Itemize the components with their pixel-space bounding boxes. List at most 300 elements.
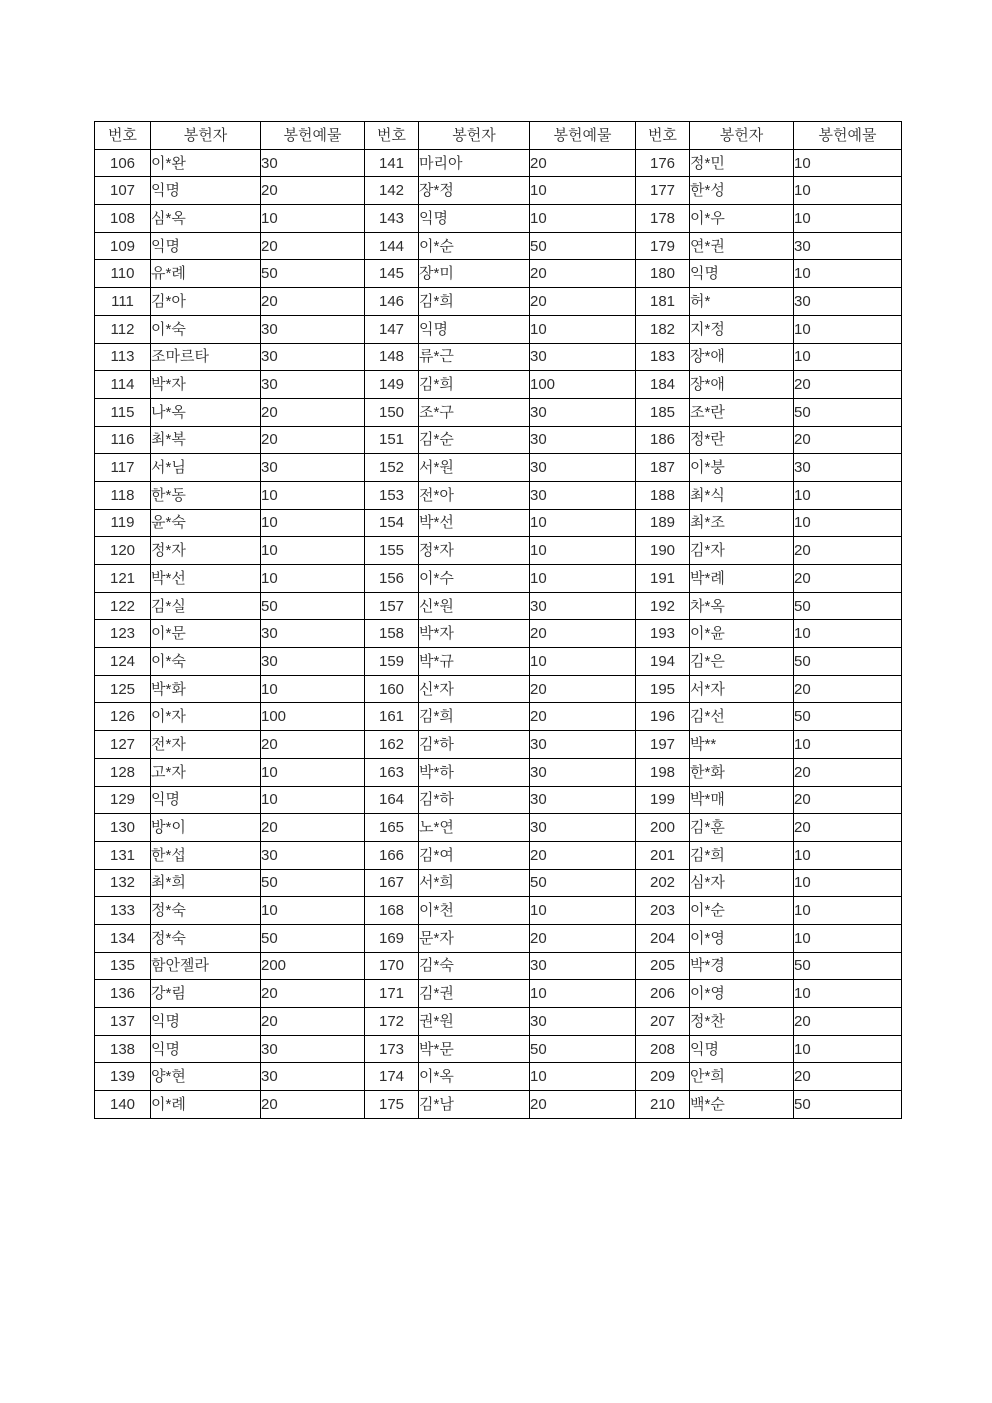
offering-amount-cell: 20 <box>261 731 365 759</box>
donor-name-cell: 익명 <box>151 1035 261 1063</box>
row-number-cell: 181 <box>636 288 690 316</box>
row-number-cell: 124 <box>95 648 151 676</box>
row-number-cell: 158 <box>365 620 419 648</box>
offering-amount-cell: 30 <box>530 398 636 426</box>
row-number-cell: 210 <box>636 1091 690 1119</box>
offering-amount-cell: 30 <box>261 454 365 482</box>
offering-amount-cell: 50 <box>794 648 902 676</box>
donor-name-cell: 강*림 <box>151 980 261 1008</box>
donor-name-cell: 최*조 <box>690 509 794 537</box>
row-number-cell: 136 <box>95 980 151 1008</box>
row-number-cell: 177 <box>636 177 690 205</box>
row-number-cell: 114 <box>95 371 151 399</box>
donor-name-cell: 박*규 <box>419 648 530 676</box>
table-row <box>95 814 902 842</box>
donor-name-cell: 심*옥 <box>151 205 261 233</box>
header-offering: 봉헌예물 <box>794 122 902 150</box>
donor-name-cell: 이*숙 <box>151 315 261 343</box>
offering-amount-cell: 10 <box>794 841 902 869</box>
header-number: 번호 <box>95 122 151 150</box>
donor-name-cell: 고*자 <box>151 758 261 786</box>
table-row <box>95 952 902 980</box>
donor-name-cell: 전*아 <box>419 481 530 509</box>
row-number-cell: 168 <box>365 897 419 925</box>
row-number-cell: 156 <box>365 565 419 593</box>
donor-name-cell: 이*례 <box>151 1091 261 1119</box>
offering-amount-cell: 20 <box>261 814 365 842</box>
offering-amount-cell: 20 <box>794 565 902 593</box>
offering-amount-cell: 10 <box>261 897 365 925</box>
offering-amount-cell: 20 <box>261 177 365 205</box>
row-number-cell: 182 <box>636 315 690 343</box>
donor-name-cell: 이*자 <box>151 703 261 731</box>
offering-amount-cell: 20 <box>530 841 636 869</box>
table-row <box>95 260 902 288</box>
row-number-cell: 134 <box>95 924 151 952</box>
row-number-cell: 159 <box>365 648 419 676</box>
row-number-cell: 144 <box>365 232 419 260</box>
offering-amount-cell: 30 <box>530 481 636 509</box>
row-number-cell: 140 <box>95 1091 151 1119</box>
table-row <box>95 1008 902 1036</box>
offering-amount-cell: 10 <box>261 481 365 509</box>
donor-name-cell: 노*연 <box>419 814 530 842</box>
row-number-cell: 117 <box>95 454 151 482</box>
offering-amount-cell: 20 <box>794 758 902 786</box>
donor-name-cell: 권*원 <box>419 1008 530 1036</box>
table-row <box>95 177 902 205</box>
donor-name-cell: 연*권 <box>690 232 794 260</box>
row-number-cell: 135 <box>95 952 151 980</box>
header-offering: 봉헌예물 <box>530 122 636 150</box>
row-number-cell: 185 <box>636 398 690 426</box>
donor-name-cell: 김*여 <box>419 841 530 869</box>
donor-name-cell: 한*화 <box>690 758 794 786</box>
row-number-cell: 128 <box>95 758 151 786</box>
donor-name-cell: 박** <box>690 731 794 759</box>
table-row <box>95 232 902 260</box>
donor-name-cell: 이*순 <box>419 232 530 260</box>
row-number-cell: 162 <box>365 731 419 759</box>
offering-amount-cell: 20 <box>530 1091 636 1119</box>
row-number-cell: 164 <box>365 786 419 814</box>
donor-name-cell: 이*완 <box>151 149 261 177</box>
row-number-cell: 146 <box>365 288 419 316</box>
offering-amount-cell: 50 <box>794 592 902 620</box>
offering-amount-cell: 10 <box>794 149 902 177</box>
row-number-cell: 149 <box>365 371 419 399</box>
donor-name-cell: 김*하 <box>419 786 530 814</box>
offering-amount-cell: 10 <box>794 509 902 537</box>
donor-name-cell: 정*숙 <box>151 897 261 925</box>
donor-name-cell: 백*순 <box>690 1091 794 1119</box>
donor-name-cell: 조*구 <box>419 398 530 426</box>
offering-amount-cell: 30 <box>261 648 365 676</box>
table-row <box>95 1063 902 1091</box>
offering-amount-cell: 10 <box>794 1035 902 1063</box>
offering-amount-cell: 10 <box>794 869 902 897</box>
row-number-cell: 111 <box>95 288 151 316</box>
row-number-cell: 145 <box>365 260 419 288</box>
offering-amount-cell: 10 <box>530 897 636 925</box>
table-body <box>95 149 902 1118</box>
row-number-cell: 141 <box>365 149 419 177</box>
donor-name-cell: 익명 <box>151 786 261 814</box>
offering-amount-cell: 50 <box>261 924 365 952</box>
row-number-cell: 203 <box>636 897 690 925</box>
donor-name-cell: 신*원 <box>419 592 530 620</box>
offering-amount-cell: 50 <box>794 952 902 980</box>
donor-name-cell: 이*옥 <box>419 1063 530 1091</box>
table-row <box>95 565 902 593</box>
offering-amount-cell: 20 <box>261 1008 365 1036</box>
donor-name-cell: 박*하 <box>419 758 530 786</box>
donor-name-cell: 류*근 <box>419 343 530 371</box>
donor-name-cell: 조*란 <box>690 398 794 426</box>
row-number-cell: 108 <box>95 205 151 233</box>
offering-amount-cell: 50 <box>794 703 902 731</box>
offering-amount-cell: 30 <box>530 1008 636 1036</box>
donor-name-cell: 서*님 <box>151 454 261 482</box>
offering-amount-cell: 20 <box>530 149 636 177</box>
offering-amount-cell: 20 <box>530 675 636 703</box>
table-row <box>95 620 902 648</box>
donor-name-cell: 박*문 <box>419 1035 530 1063</box>
offering-amount-cell: 20 <box>530 703 636 731</box>
row-number-cell: 174 <box>365 1063 419 1091</box>
offering-amount-cell: 30 <box>530 786 636 814</box>
row-number-cell: 131 <box>95 841 151 869</box>
row-number-cell: 150 <box>365 398 419 426</box>
row-number-cell: 201 <box>636 841 690 869</box>
offering-amount-cell: 50 <box>794 1091 902 1119</box>
offering-amount-cell: 10 <box>530 205 636 233</box>
row-number-cell: 178 <box>636 205 690 233</box>
row-number-cell: 187 <box>636 454 690 482</box>
offering-amount-cell: 10 <box>530 315 636 343</box>
row-number-cell: 137 <box>95 1008 151 1036</box>
donor-name-cell: 최*식 <box>690 481 794 509</box>
donor-name-cell: 익명 <box>419 315 530 343</box>
row-number-cell: 143 <box>365 205 419 233</box>
offering-amount-cell: 30 <box>261 343 365 371</box>
offering-amount-cell: 10 <box>530 177 636 205</box>
donor-name-cell: 이*문 <box>151 620 261 648</box>
row-number-cell: 205 <box>636 952 690 980</box>
donor-name-cell: 정*찬 <box>690 1008 794 1036</box>
donor-name-cell: 이*영 <box>690 924 794 952</box>
donor-name-cell: 김*권 <box>419 980 530 1008</box>
header-number: 번호 <box>636 122 690 150</box>
offering-amount-cell: 10 <box>794 924 902 952</box>
row-number-cell: 180 <box>636 260 690 288</box>
row-number-cell: 152 <box>365 454 419 482</box>
donor-name-cell: 김*은 <box>690 648 794 676</box>
row-number-cell: 163 <box>365 758 419 786</box>
donor-name-cell: 서*원 <box>419 454 530 482</box>
offering-amount-cell: 10 <box>794 343 902 371</box>
donor-name-cell: 김*희 <box>419 288 530 316</box>
offering-amount-cell: 30 <box>261 1063 365 1091</box>
row-number-cell: 204 <box>636 924 690 952</box>
offering-amount-cell: 50 <box>261 869 365 897</box>
row-number-cell: 109 <box>95 232 151 260</box>
offering-amount-cell: 20 <box>794 537 902 565</box>
row-number-cell: 118 <box>95 481 151 509</box>
offering-amount-cell: 20 <box>261 288 365 316</box>
offering-amount-cell: 10 <box>530 537 636 565</box>
offering-amount-cell: 20 <box>261 398 365 426</box>
row-number-cell: 126 <box>95 703 151 731</box>
row-number-cell: 106 <box>95 149 151 177</box>
row-number-cell: 139 <box>95 1063 151 1091</box>
donor-name-cell: 최*복 <box>151 426 261 454</box>
offering-amount-cell: 10 <box>261 565 365 593</box>
offering-amount-cell: 30 <box>530 731 636 759</box>
donor-name-cell: 장*애 <box>690 371 794 399</box>
row-number-cell: 127 <box>95 731 151 759</box>
donor-name-cell: 김*남 <box>419 1091 530 1119</box>
table-row <box>95 288 902 316</box>
row-number-cell: 107 <box>95 177 151 205</box>
row-number-cell: 192 <box>636 592 690 620</box>
offering-amount-cell: 20 <box>530 260 636 288</box>
row-number-cell: 186 <box>636 426 690 454</box>
row-number-cell: 113 <box>95 343 151 371</box>
donor-name-cell: 박*자 <box>151 371 261 399</box>
donor-name-cell: 문*자 <box>419 924 530 952</box>
donor-name-cell: 방*이 <box>151 814 261 842</box>
row-number-cell: 120 <box>95 537 151 565</box>
donor-name-cell: 허* <box>690 288 794 316</box>
donor-name-cell: 장*애 <box>690 343 794 371</box>
row-number-cell: 184 <box>636 371 690 399</box>
row-number-cell: 121 <box>95 565 151 593</box>
table-row <box>95 648 902 676</box>
offering-amount-cell: 10 <box>261 205 365 233</box>
row-number-cell: 209 <box>636 1063 690 1091</box>
donor-name-cell: 김*선 <box>690 703 794 731</box>
donor-name-cell: 익명 <box>151 1008 261 1036</box>
table-row <box>95 315 902 343</box>
offering-amount-cell: 20 <box>794 1008 902 1036</box>
donor-name-cell: 장*정 <box>419 177 530 205</box>
header-number: 번호 <box>365 122 419 150</box>
table-row <box>95 758 902 786</box>
donor-name-cell: 김*훈 <box>690 814 794 842</box>
donor-name-cell: 장*미 <box>419 260 530 288</box>
row-number-cell: 167 <box>365 869 419 897</box>
donor-name-cell: 마리아 <box>419 149 530 177</box>
row-number-cell: 198 <box>636 758 690 786</box>
offering-amount-cell: 50 <box>794 398 902 426</box>
donor-name-cell: 박*선 <box>151 565 261 593</box>
offering-amount-cell: 30 <box>794 288 902 316</box>
donor-name-cell: 박*매 <box>690 786 794 814</box>
donor-name-cell: 유*례 <box>151 260 261 288</box>
table-row <box>95 205 902 233</box>
donor-name-cell: 박*경 <box>690 952 794 980</box>
row-number-cell: 172 <box>365 1008 419 1036</box>
row-number-cell: 133 <box>95 897 151 925</box>
offering-amount-cell: 20 <box>794 814 902 842</box>
row-number-cell: 130 <box>95 814 151 842</box>
donor-name-cell: 김*희 <box>419 703 530 731</box>
row-number-cell: 169 <box>365 924 419 952</box>
donor-name-cell: 한*성 <box>690 177 794 205</box>
header-donor: 봉헌자 <box>419 122 530 150</box>
donor-name-cell: 최*희 <box>151 869 261 897</box>
offering-amount-cell: 100 <box>261 703 365 731</box>
donor-name-cell: 이*천 <box>419 897 530 925</box>
offering-amount-cell: 50 <box>530 232 636 260</box>
row-number-cell: 122 <box>95 592 151 620</box>
offering-amount-cell: 10 <box>261 675 365 703</box>
donor-name-cell: 안*희 <box>690 1063 794 1091</box>
header-offering: 봉헌예물 <box>261 122 365 150</box>
donor-name-cell: 이*수 <box>419 565 530 593</box>
row-number-cell: 110 <box>95 260 151 288</box>
offering-amount-cell: 20 <box>794 786 902 814</box>
row-number-cell: 196 <box>636 703 690 731</box>
row-number-cell: 154 <box>365 509 419 537</box>
offering-amount-cell: 20 <box>530 288 636 316</box>
row-number-cell: 161 <box>365 703 419 731</box>
offering-amount-cell: 30 <box>530 454 636 482</box>
row-number-cell: 151 <box>365 426 419 454</box>
table-row <box>95 371 902 399</box>
offering-amount-cell: 20 <box>530 620 636 648</box>
row-number-cell: 191 <box>636 565 690 593</box>
row-number-cell: 170 <box>365 952 419 980</box>
table-row <box>95 454 902 482</box>
offering-amount-cell: 10 <box>530 1063 636 1091</box>
offering-amount-cell: 10 <box>794 980 902 1008</box>
row-number-cell: 207 <box>636 1008 690 1036</box>
row-number-cell: 175 <box>365 1091 419 1119</box>
row-number-cell: 160 <box>365 675 419 703</box>
offering-amount-cell: 10 <box>794 481 902 509</box>
donor-name-cell: 조마르타 <box>151 343 261 371</box>
table-row <box>95 343 902 371</box>
donor-name-cell: 지*정 <box>690 315 794 343</box>
offering-amount-cell: 50 <box>530 1035 636 1063</box>
row-number-cell: 138 <box>95 1035 151 1063</box>
offering-amount-cell: 20 <box>261 426 365 454</box>
row-number-cell: 188 <box>636 481 690 509</box>
row-number-cell: 157 <box>365 592 419 620</box>
offering-amount-cell: 30 <box>261 1035 365 1063</box>
offering-amount-cell: 10 <box>530 509 636 537</box>
offering-amount-cell: 20 <box>261 232 365 260</box>
row-number-cell: 193 <box>636 620 690 648</box>
row-number-cell: 197 <box>636 731 690 759</box>
row-number-cell: 165 <box>365 814 419 842</box>
row-number-cell: 115 <box>95 398 151 426</box>
row-number-cell: 206 <box>636 980 690 1008</box>
row-number-cell: 147 <box>365 315 419 343</box>
donor-name-cell: 서*희 <box>419 869 530 897</box>
offering-amount-cell: 50 <box>261 260 365 288</box>
offering-amount-cell: 20 <box>261 980 365 1008</box>
row-number-cell: 190 <box>636 537 690 565</box>
donor-name-cell: 박*례 <box>690 565 794 593</box>
row-number-cell: 171 <box>365 980 419 1008</box>
row-number-cell: 208 <box>636 1035 690 1063</box>
row-number-cell: 202 <box>636 869 690 897</box>
offering-amount-cell: 30 <box>261 620 365 648</box>
offering-amount-cell: 10 <box>794 205 902 233</box>
offering-amount-cell: 10 <box>794 260 902 288</box>
offering-amount-cell: 20 <box>261 1091 365 1119</box>
table-row <box>95 980 902 1008</box>
offering-amount-cell: 30 <box>261 149 365 177</box>
donor-name-cell: 이*우 <box>690 205 794 233</box>
offering-amount-cell: 30 <box>261 315 365 343</box>
row-number-cell: 194 <box>636 648 690 676</box>
offering-amount-cell: 10 <box>261 537 365 565</box>
row-number-cell: 166 <box>365 841 419 869</box>
offering-amount-cell: 30 <box>794 232 902 260</box>
row-number-cell: 189 <box>636 509 690 537</box>
row-number-cell: 142 <box>365 177 419 205</box>
offering-amount-cell: 50 <box>261 592 365 620</box>
donor-name-cell: 전*자 <box>151 731 261 759</box>
donor-name-cell: 익명 <box>151 177 261 205</box>
donor-name-cell: 이*영 <box>690 980 794 1008</box>
row-number-cell: 116 <box>95 426 151 454</box>
donor-name-cell: 김*자 <box>690 537 794 565</box>
offering-amount-cell: 100 <box>530 371 636 399</box>
donor-name-cell: 윤*숙 <box>151 509 261 537</box>
donor-name-cell: 정*자 <box>419 537 530 565</box>
donor-name-cell: 차*옥 <box>690 592 794 620</box>
offering-amount-cell: 10 <box>530 980 636 1008</box>
row-number-cell: 183 <box>636 343 690 371</box>
row-number-cell: 148 <box>365 343 419 371</box>
offering-table <box>94 121 902 1119</box>
donor-name-cell: 이*윤 <box>690 620 794 648</box>
donor-name-cell: 익명 <box>151 232 261 260</box>
table-row <box>95 924 902 952</box>
table-row <box>95 1035 902 1063</box>
row-number-cell: 199 <box>636 786 690 814</box>
table-row <box>95 786 902 814</box>
offering-amount-cell: 20 <box>794 675 902 703</box>
offering-amount-cell: 30 <box>261 371 365 399</box>
offering-amount-cell: 10 <box>794 731 902 759</box>
row-number-cell: 173 <box>365 1035 419 1063</box>
donor-name-cell: 박*화 <box>151 675 261 703</box>
row-number-cell: 119 <box>95 509 151 537</box>
offering-amount-cell: 30 <box>530 758 636 786</box>
row-number-cell: 132 <box>95 869 151 897</box>
row-number-cell: 123 <box>95 620 151 648</box>
table-row <box>95 703 902 731</box>
row-number-cell: 176 <box>636 149 690 177</box>
offering-amount-cell: 50 <box>530 869 636 897</box>
donor-name-cell: 익명 <box>419 205 530 233</box>
offering-amount-cell: 20 <box>530 924 636 952</box>
donor-name-cell: 이*순 <box>690 897 794 925</box>
donor-name-cell: 정*숙 <box>151 924 261 952</box>
donor-name-cell: 양*현 <box>151 1063 261 1091</box>
offering-amount-cell: 30 <box>530 343 636 371</box>
offering-amount-cell: 10 <box>794 315 902 343</box>
donor-name-cell: 서*자 <box>690 675 794 703</box>
offering-amount-cell: 10 <box>261 509 365 537</box>
header-donor: 봉헌자 <box>151 122 261 150</box>
